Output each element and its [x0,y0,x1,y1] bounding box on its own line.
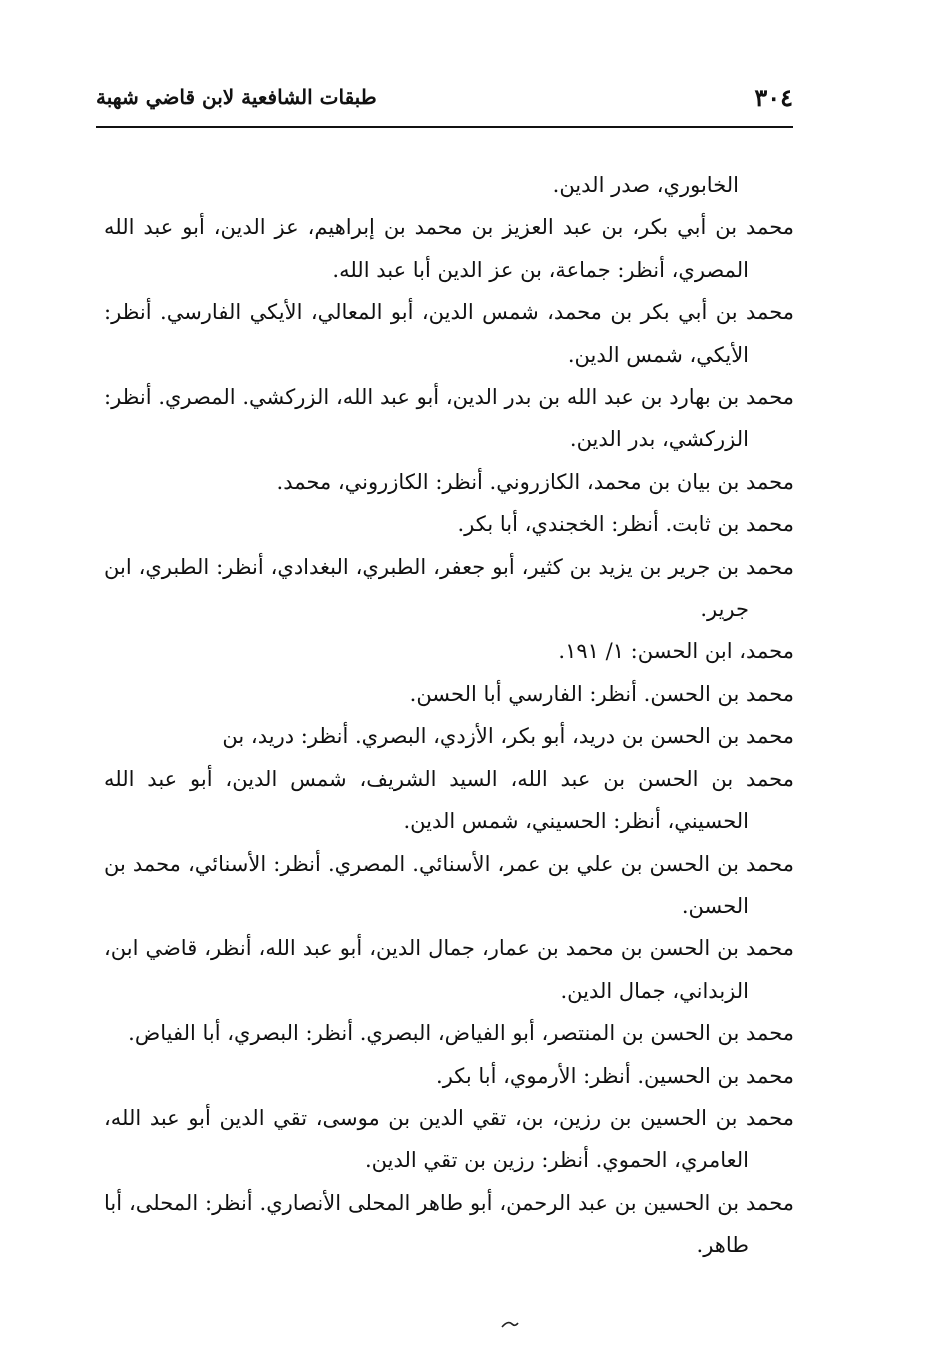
index-entry: محمد بن بيان بن محمد، الكازروني. أنظر: الكازروني، محمد. [276,469,794,494]
index-entry: محمد بن بهارد بن عبد الله بن بدر الدين، أبو عبد الله، الزركشي. المصري. أنظر: الزركشي، بدر الدين. [104,385,794,452]
footer-ornament [500,1318,520,1330]
index-entry: محمد بن الحسين بن رزين، بن، تقي الدين بن موسى، تقي الدين أبو عبد الله، العامري، الحموي. أنظر: رزين بن تقي الدين. [104,1105,794,1173]
index-entry: الخابوري، صدر الدين. [552,173,739,197]
index-entry: محمد بن الحسن بن المنتصر، أبو الفياض، البصري. أنظر: البصري، أبا الفياض. [128,1021,794,1046]
index-entry: محمد، ابن الحسن: ١/ ١٩١. [558,639,794,664]
header-rule [96,126,793,128]
index-entry: محمد بن الحسن بن محمد بن عمار، جمال الدين، أبو عبد الله، أنظر، قاضي ابن، الزبداني، جمال الدين. [104,936,794,1003]
index-entry: محمد بن الحسن بن عبد الله، السيد الشريف، شمس الدين، أبو عبد الله الحسيني، أنظر: الحسيني، شمس الدين. [104,766,794,834]
index-entry: محمد بن الحسين بن عبد الرحمن، أبو طاهر المحلى الأنصاري. أنظر: المحلى، أبا طاهر. [104,1190,794,1258]
index-entries [104,164,794,1267]
page-header [96,82,793,112]
index-entry: محمد بن أبي بكر بن محمد، شمس الدين، أبو المعالي، الأيكي الفارسي. أنظر: الأيكي، شمس الدين. [104,300,794,367]
index-entry: محمد بن الحسن. أنظر: الفارسي أبا الحسن. [409,681,794,706]
index-entry: محمد بن جرير بن يزيد بن كثير، أبو جعفر، الطبري، البغدادي، أنظر: الطبري، ابن جرير. [104,554,794,622]
page-number: ٣٠٤ [754,82,793,112]
index-entry: محمد بن الحسن بن علي بن عمر، الأسنائي. المصري. أنظر: الأسنائي، محمد بن الحسن. [104,851,794,918]
index-entry: محمد بن الحسين. أنظر: الأرموي، أبا بكر. [436,1063,794,1088]
running-title: طبقات الشافعية لابن قاضي شهبة [96,85,377,109]
index-entry: محمد بن الحسن بن دريد، أبو بكر، الأزدي، البصري. أنظر: دريد، بن [222,724,794,749]
index-entry: محمد بن ثابت. أنظر: الخجندي، أبا بكر. [457,512,794,537]
index-entry: محمد بن أبي بكر، بن عبد العزيز بن محمد بن إبراهيم، عز الدين، أبو عبد الله المصري، أنظر: جماعة، بن عز الدين أبا عبد الله. [104,215,794,282]
